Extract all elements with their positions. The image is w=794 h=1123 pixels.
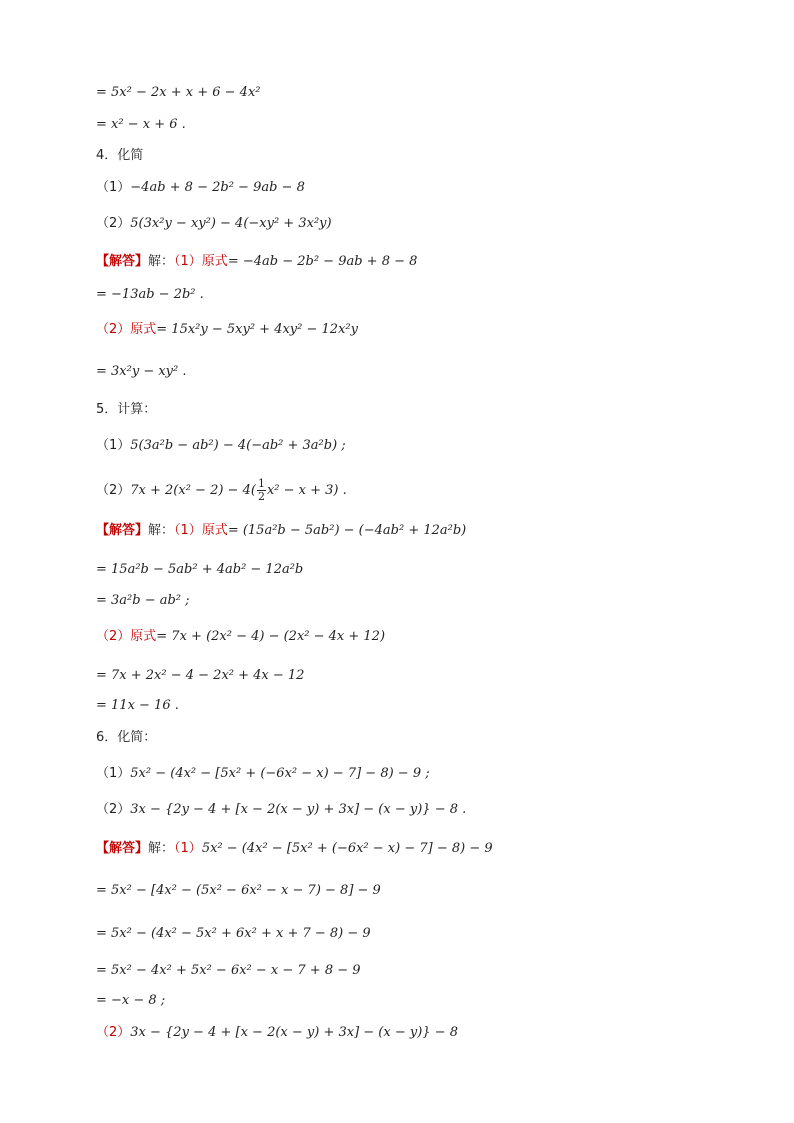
answer-5-part-2-step-2: = 7x + 2x² − 4 − 2x² + 4x − 12 bbox=[96, 668, 305, 683]
question-4-title: 4．化简 bbox=[96, 148, 144, 163]
answer-6-part-1-step-3: = 5x² − (4x² − 5x² + 6x² + x + 7 − 8) − 9 bbox=[96, 926, 371, 941]
answer-5-part-1-result: = 3a²b − ab² ; bbox=[96, 593, 190, 608]
answer-5-part-1: 【解答】解：（1）原式= (15a²b − 5ab²) − (−4ab² + 12a²b) bbox=[96, 523, 467, 538]
question-4-part-2: （2）5(3x²y − xy²) − 4(−xy² + 3x²y) bbox=[96, 216, 332, 231]
question-6-title: 6．化简： bbox=[96, 730, 157, 745]
work-line-1: = 5x² − 2x + x + 6 − 4x² bbox=[96, 85, 261, 100]
question-6-part-1: （1）5x² − (4x² − [5x² + (−6x² − x) − 7] − 8) − 9 ; bbox=[96, 766, 430, 781]
question-5-part-2: （2）7x + 2(x² − 2) − 4( $\frac{1}{2}$ x² − x + 3) . bbox=[96, 477, 347, 503]
answer-5-part-2: （2）原式= 7x + (2x² − 4) − (2x² − 4x + 12) bbox=[96, 629, 386, 644]
answer-4-part-1: 【解答】解：（1）原式= −4ab − 2b² − 9ab + 8 − 8 bbox=[96, 254, 418, 269]
answer-6-part-1-step-2: = 5x² − [4x² − (5x² − 6x² − x − 7) − 8] − 9 bbox=[96, 883, 381, 898]
question-4-part-1: （1）−4ab + 8 − 2b² − 9ab − 8 bbox=[96, 180, 305, 195]
answer-6-part-1-result: = −x − 8 ; bbox=[96, 993, 166, 1008]
question-5-part-1: （1）5(3a²b − ab²) − 4(−ab² + 3a²b) ; bbox=[96, 438, 346, 453]
answer-4-part-2-result: = 3x²y − xy² . bbox=[96, 364, 187, 379]
answer-6-part-1: 【解答】解：（1）5x² − (4x² − [5x² + (−6x² − x) − 7] − 8) − 9 bbox=[96, 841, 493, 856]
answer-5-part-2-result: = 11x − 16 . bbox=[96, 698, 179, 713]
answer-4-part-2: （2）原式= 15x²y − 5xy² + 4xy² − 12x²y bbox=[96, 322, 358, 337]
answer-tag: 【解答】 bbox=[96, 841, 149, 856]
answer-tag: 【解答】 bbox=[96, 523, 149, 538]
fraction: $\frac{1}{2}$ bbox=[257, 477, 265, 503]
work-line-2: = x² − x + 6 . bbox=[96, 117, 186, 132]
question-5-title: 5．计算： bbox=[96, 402, 157, 417]
answer-tag: 【解答】 bbox=[96, 254, 149, 269]
answer-4-part-1-result: = −13ab − 2b² . bbox=[96, 287, 204, 302]
answer-6-part-2: （2）3x − {2y − 4 + [x − 2(x − y) + 3x] − (x − y)} − 8 bbox=[96, 1025, 458, 1040]
answer-5-part-1-step-2: = 15a²b − 5ab² + 4ab² − 12a²b bbox=[96, 562, 304, 577]
question-6-part-2: （2）3x − {2y − 4 + [x − 2(x − y) + 3x] − (x − y)} − 8 . bbox=[96, 802, 467, 817]
answer-6-part-1-step-4: = 5x² − 4x² + 5x² − 6x² − x − 7 + 8 − 9 bbox=[96, 963, 361, 978]
